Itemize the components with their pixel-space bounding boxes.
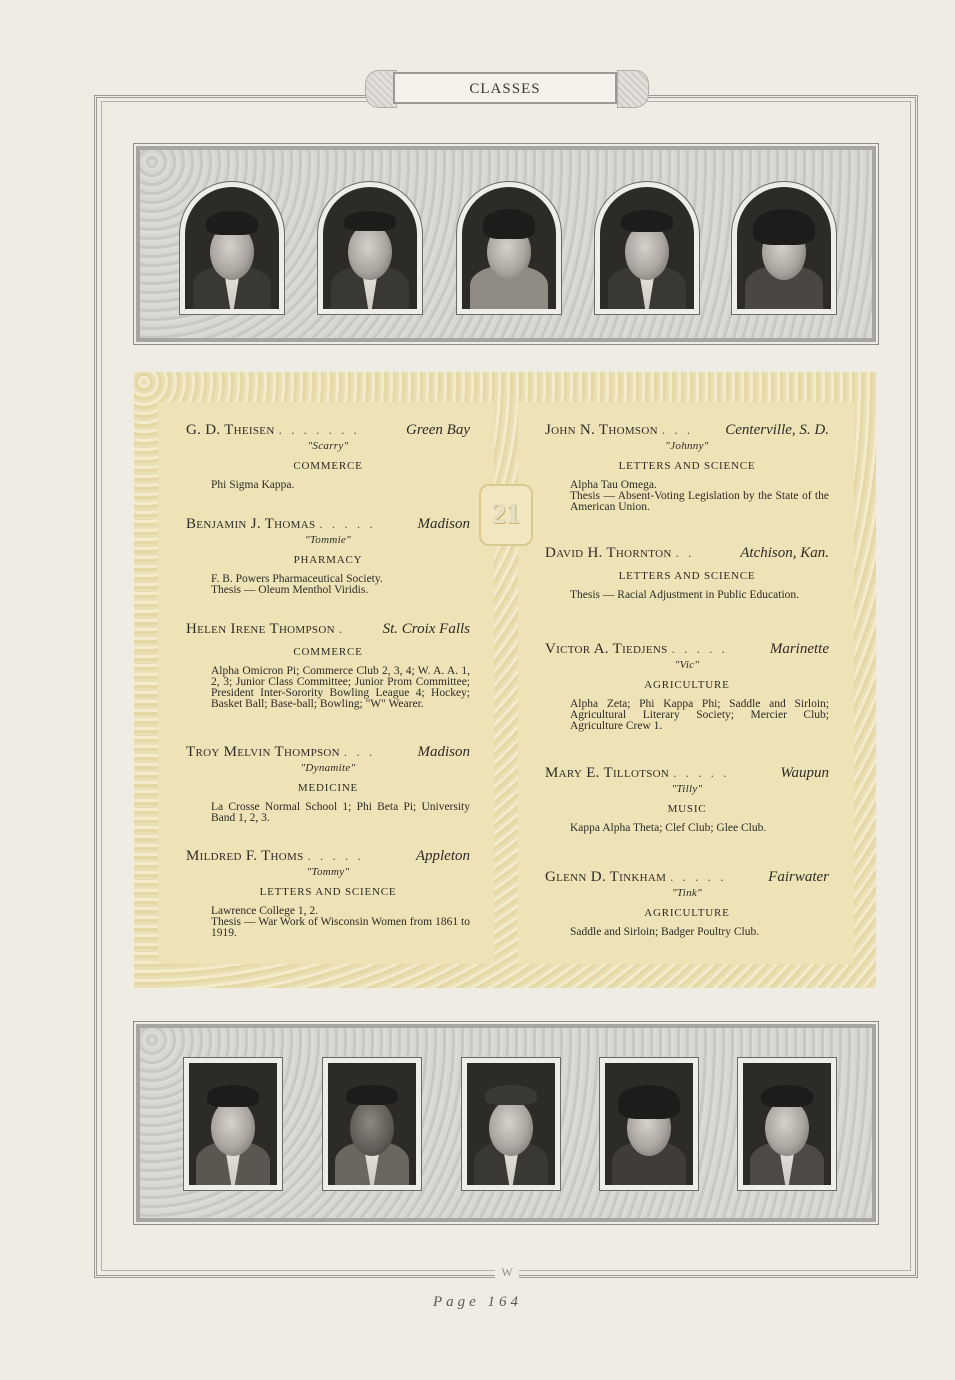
student-hometown: Waupun bbox=[780, 765, 829, 781]
leader-dots: . . bbox=[675, 545, 695, 560]
page-number: Page 164 bbox=[432, 1294, 523, 1310]
student-hometown: Madison bbox=[417, 516, 470, 532]
student-name: John N. Thomson bbox=[545, 422, 658, 438]
leader-dots: . . . . . bbox=[673, 765, 730, 780]
student-hometown: Centerville, S. D. bbox=[725, 422, 829, 438]
student-college: LETTERS AND SCIENCE bbox=[618, 460, 756, 472]
leader-dots: . . . . . bbox=[670, 869, 727, 884]
student-name: Troy Melvin Thompson bbox=[186, 744, 340, 760]
student-nickname: "Tilly" bbox=[671, 783, 703, 795]
student-name: G. D. Theisen bbox=[186, 422, 275, 438]
leader-dots: . . . bbox=[661, 422, 694, 437]
student-hometown: Atchison, Kan. bbox=[740, 545, 829, 561]
class-year-badge: 21 bbox=[479, 484, 533, 546]
student-hometown: Marinette bbox=[769, 641, 829, 657]
student-detail: Alpha Zeta; Phi Kappa Phi; Saddle and Sirloin; Agricultural Literary Society; Mercier Club; Agriculture Crew 1. bbox=[570, 698, 829, 732]
student-college: LETTERS AND SCIENCE bbox=[259, 886, 397, 898]
portrait-photo bbox=[318, 182, 422, 314]
leader-dots: . . . . . bbox=[671, 641, 728, 656]
student-name: Victor A. Tiedjens bbox=[545, 641, 668, 657]
student-name: David H. Thornton bbox=[545, 545, 672, 561]
student-detail: Thesis — Absent-Voting Legislation by the State of the American Union. bbox=[570, 490, 829, 513]
portrait-photo bbox=[323, 1058, 421, 1190]
student-detail: Thesis — War Work of Wisconsin Women from 1861 to 1919. bbox=[211, 916, 470, 939]
student-name: Helen Irene Thompson bbox=[186, 621, 335, 637]
student-college: LETTERS AND SCIENCE bbox=[618, 570, 756, 582]
leader-dots: . . . bbox=[343, 744, 376, 759]
page-title: CLASSES bbox=[393, 72, 617, 104]
student-college: COMMERCE bbox=[293, 460, 363, 472]
student-entry bbox=[545, 641, 829, 732]
student-detail: Thesis — Oleum Menthol Viridis. bbox=[211, 584, 369, 596]
student-entry bbox=[545, 765, 829, 834]
student-detail: Thesis — Racial Adjustment in Public Education. bbox=[570, 589, 800, 601]
student-college: AGRICULTURE bbox=[644, 679, 730, 691]
student-nickname: "Johnny" bbox=[665, 440, 709, 452]
portrait-photo bbox=[738, 1058, 836, 1190]
student-detail: Saddle and Sirloin; Badger Poultry Club. bbox=[570, 926, 760, 938]
student-hometown: Madison bbox=[417, 744, 470, 760]
student-name: Mildred F. Thoms bbox=[186, 848, 304, 864]
portrait-photo bbox=[180, 182, 284, 314]
student-hometown: St. Croix Falls bbox=[382, 621, 470, 637]
student-entry bbox=[186, 422, 470, 491]
student-nickname: "Tommy" bbox=[306, 866, 350, 878]
student-detail: Alpha Omicron Pi; Commerce Club 2, 3, 4; W. A. A. 1, 2, 3; Junior Class Committee; Junior Prom Committee; President Inter-Sorority Bowling League 4; Hockey; Basket Ball; Base-ball; Bowling; "W" Wearer. bbox=[211, 665, 470, 710]
student-entry bbox=[186, 848, 470, 939]
leader-dots: . . . . . . . bbox=[278, 422, 360, 437]
student-college: AGRICULTURE bbox=[644, 907, 730, 919]
header-ornament-right bbox=[617, 70, 649, 108]
student-hometown: Appleton bbox=[415, 848, 470, 864]
student-nickname: "Vic" bbox=[674, 659, 700, 671]
portrait-photo bbox=[457, 182, 561, 314]
student-entry bbox=[186, 744, 470, 824]
student-detail: Phi Sigma Kappa. bbox=[211, 479, 295, 491]
student-detail: Kappa Alpha Theta; Clef Club; Glee Club. bbox=[570, 822, 767, 834]
photo-strip-bottom bbox=[136, 1024, 876, 1222]
portrait-photo bbox=[462, 1058, 560, 1190]
leader-dots: . . . . . bbox=[307, 848, 364, 863]
student-nickname: "Dynamite" bbox=[300, 762, 356, 774]
student-nickname: "Tommie" bbox=[304, 534, 352, 546]
student-college: MUSIC bbox=[667, 803, 707, 815]
leader-dots: . bbox=[338, 621, 346, 636]
student-detail: La Crosse Normal School 1; Phi Beta Pi; University Band 1, 2, 3. bbox=[211, 801, 470, 824]
student-entry bbox=[186, 516, 470, 596]
student-entry bbox=[545, 869, 829, 938]
student-nickname: "Tink" bbox=[672, 887, 702, 899]
student-hometown: Green Bay bbox=[406, 422, 470, 438]
photo-strip-top bbox=[136, 146, 876, 342]
student-detail: F. B. Powers Pharmaceutical Society. bbox=[211, 573, 383, 585]
student-name: Glenn D. Tinkham bbox=[545, 869, 667, 885]
portrait-photo bbox=[595, 182, 699, 314]
portrait-photo bbox=[184, 1058, 282, 1190]
student-entry bbox=[545, 422, 829, 513]
student-nickname: "Scarry" bbox=[307, 440, 349, 452]
student-college: MEDICINE bbox=[297, 782, 359, 794]
portrait-photo bbox=[600, 1058, 698, 1190]
student-hometown: Fairwater bbox=[768, 869, 829, 885]
student-detail: Alpha Tau Omega. bbox=[570, 479, 657, 491]
student-name: Benjamin J. Thomas bbox=[186, 516, 316, 532]
footer-w-mark: W bbox=[495, 1264, 519, 1280]
student-entry bbox=[545, 545, 829, 601]
student-college: COMMERCE bbox=[293, 646, 363, 658]
student-name: Mary E. Tillotson bbox=[545, 765, 670, 781]
leader-dots: . . . . . bbox=[319, 516, 376, 531]
student-college: PHARMACY bbox=[293, 554, 363, 566]
student-entry bbox=[186, 621, 470, 710]
student-detail: Lawrence College 1, 2. bbox=[211, 905, 318, 917]
portrait-photo bbox=[732, 182, 836, 314]
